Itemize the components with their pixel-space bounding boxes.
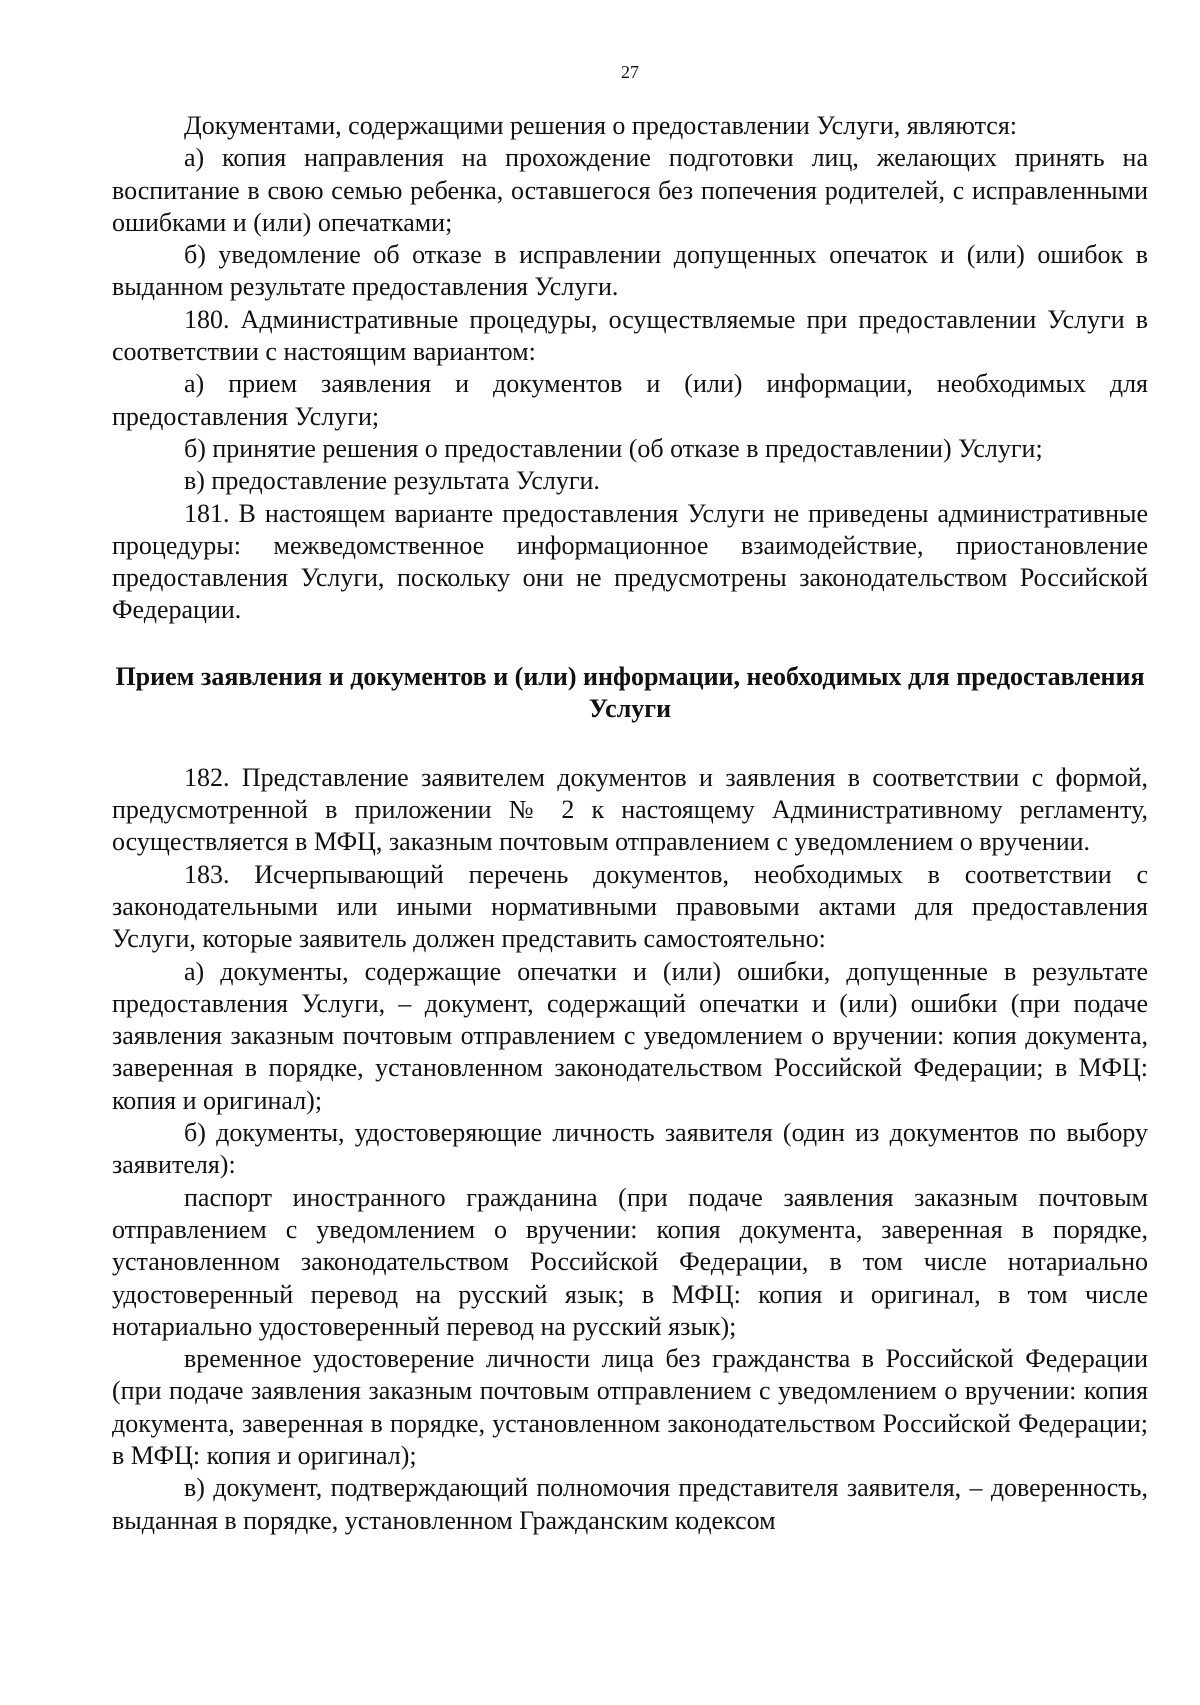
- document-body: [112, 110, 1148, 1537]
- paragraph: Документами, содержащими решения о предоставлении Услуги, являются:: [184, 111, 1018, 140]
- section-heading: Прием заявления и документов и (или) информации, необходимых для предоставления Услуги: [115, 661, 1145, 723]
- paragraph: временное удостоверение личности лица без гражданства в Российской Федерации (при подаче заявления заказным почтовым отправлением с уведомлением о вручении: копия документа, заверенная в порядке, установленном законодательством Российской Федерации; в МФЦ: копия и оригинал);: [112, 1344, 1148, 1470]
- paragraph: а) прием заявления и документов и (или) информации, необходимых для предоставления Услуги;: [112, 369, 1148, 431]
- paragraph: а) копия направления на прохождение подготовки лиц, желающих принять на воспитание в свою семью ребенка, оставшегося без попечения родителей, с исправленными ошибками и (или) опечатками;: [112, 143, 1148, 237]
- paragraph: б) уведомление об отказе в исправлении допущенных опечаток и (или) ошибок в выданном результате предоставления Услуги.: [112, 240, 1148, 302]
- paragraph: б) принятие решения о предоставлении (об отказе в предоставлении) Услуги;: [184, 433, 1043, 463]
- paragraph: паспорт иностранного гражданина (при подаче заявления заказным почтовым отправлением с уведомлением о вручении: копия документа, заверенная в порядке, установленном законодательством Российской Федерации, в том числе нотариально удостоверенный перевод на русский язык; в МФЦ: копия и оригинал, в том числе нотариально удостоверенный перевод на русский язык);: [112, 1182, 1148, 1341]
- paragraph: 182. Представление заявителем документов и заявления в соответствии с формой, предусмотренной в приложении № 2 к настоящему Административному регламенту, осуществляется в МФЦ, заказным почтовым отправлением с уведомлением о вручении.: [112, 762, 1148, 857]
- paragraph: в) документ, подтверждающий полномочия представителя заявителя, – доверенность, выданная в порядке, установленном Гражданским кодексом: [112, 1473, 1148, 1535]
- paragraph: а) документы, содержащие опечатки и (или) ошибки, допущенные в результате предоставления Услуги, – документ, содержащий опечатки и (или) ошибки (при подаче заявления заказным почтовым отправлением с уведомлением о вручении: копия документа, заверенная в порядке, установленном законодательством Российской Федерации; в МФЦ: копия и оригинал);: [112, 956, 1148, 1115]
- paragraph: 183. Исчерпывающий перечень документов, необходимых в соответствии с законодательными или иными нормативными правовыми актами для предоставления Услуги, которые заявитель должен представить самостоятельно:: [112, 859, 1148, 954]
- paragraph: 181. В настоящем варианте предоставления Услуги не приведены административные процедуры: межведомственное информационное взаимодействие, приостановление предоставления Услуги, поскольку они не предусмотрены законодательством Российской Федерации.: [112, 498, 1148, 625]
- page-number: 27: [621, 62, 639, 82]
- paragraph: в) предоставление результата Услуги.: [184, 466, 600, 496]
- paragraph: 180. Административные процедуры, осуществляемые при предоставлении Услуги в соответствии с настоящим вариантом:: [112, 304, 1148, 367]
- paragraph: б) документы, удостоверяющие личность заявителя (один из документов по выбору заявителя):: [112, 1118, 1148, 1180]
